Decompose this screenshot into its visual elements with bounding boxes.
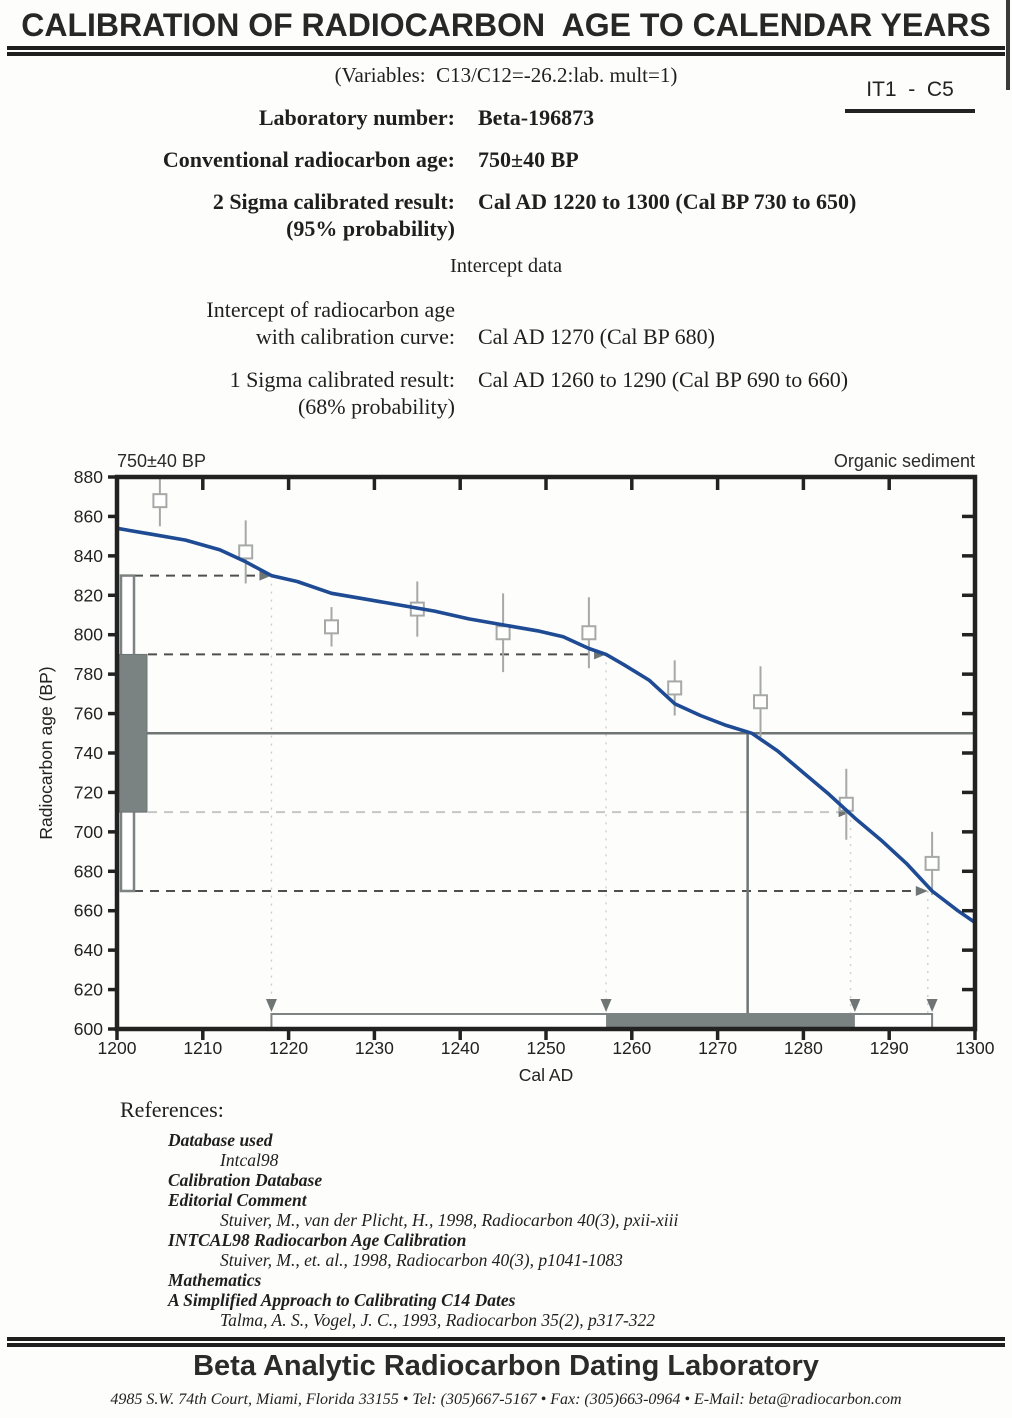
sample-code-label: IT1 - C5 — [845, 78, 975, 113]
footer-lab-name: Beta Analytic Radiocarbon Dating Laboratory — [193, 1350, 819, 1382]
down-arrow-marker — [601, 999, 612, 1012]
one-sigma-value: Cal AD 1260 to 1290 (Cal BP 690 to 660) — [478, 367, 849, 392]
conventional-age-value: 750±40 BP — [478, 147, 579, 172]
chart-sample-age-label: 750±40 BP — [117, 451, 206, 471]
lab-number-label: Laboratory number: — [258, 105, 455, 130]
x-tick-label: 1260 — [612, 1038, 652, 1058]
footer-divider-rule — [7, 1337, 1005, 1347]
reference-entry: Stuiver, M., et. al., 1998, Radiocarbon 40(3), p1041-1083 — [220, 1250, 623, 1270]
reference-category: Calibration Database — [168, 1170, 323, 1190]
down-arrow-marker — [927, 999, 938, 1012]
intercept-value: Cal AD 1270 (Cal BP 680) — [478, 324, 715, 349]
data-point-marker — [926, 857, 939, 870]
data-point-marker — [754, 695, 767, 708]
footer-address: 4985 S.W. 74th Court, Miami, Florida 33155 • Tel: (305)667-5167 • Fax: (305)663-0964 • E-Mail: beta@radiocarbon.com — [110, 1391, 902, 1408]
y-tick-label: 800 — [73, 624, 103, 645]
intercept-label-line2: with calibration curve: — [255, 324, 455, 349]
intercept-label-line1: Intercept of radiocarbon age — [206, 297, 455, 322]
lab-number-row — [0, 104, 1012, 131]
x-tick-label: 1300 — [955, 1038, 995, 1058]
conventional-age-row — [0, 146, 1012, 173]
y-tick-label: 760 — [73, 703, 103, 724]
data-point-marker — [582, 626, 595, 639]
x-tick-label: 1200 — [97, 1038, 137, 1058]
y-tick-label: 700 — [73, 821, 103, 842]
one-sigma-row — [0, 366, 1012, 420]
y-tick-label: 860 — [73, 506, 103, 527]
reference-category: Database used — [168, 1130, 273, 1150]
references-section — [120, 1097, 679, 1330]
data-point-marker — [153, 494, 166, 507]
y-tick-label: 640 — [73, 940, 103, 961]
reference-category: INTCAL98 Radiocarbon Age Calibration — [168, 1230, 467, 1250]
two-sigma-row — [0, 188, 1012, 242]
intercept-row — [0, 296, 1012, 350]
reference-entry: Intcal98 — [220, 1150, 279, 1170]
y-tick-label: 600 — [73, 1019, 103, 1039]
y-tick-label: 840 — [73, 545, 103, 566]
y-tick-label: 880 — [73, 467, 103, 487]
reference-category: Editorial Comment — [168, 1190, 307, 1210]
data-point-marker — [668, 681, 681, 694]
intercept-label — [0, 296, 455, 350]
chart-material-label: Organic sediment — [833, 451, 975, 471]
y-tick-label: 620 — [73, 979, 103, 1000]
right-arrow-marker — [916, 886, 928, 896]
references-heading: References: — [120, 1097, 224, 1122]
one-sigma-label-line: 1 Sigma calibrated result: — [229, 367, 455, 392]
y-tick-label: 680 — [73, 861, 103, 882]
reference-entry: Stuiver, M., van der Plicht, H., 1998, Radiocarbon 40(3), pxii-xiii — [220, 1210, 679, 1230]
x-tick-label: 1290 — [869, 1038, 909, 1058]
references-list — [120, 1130, 678, 1330]
y-tick-label: 820 — [73, 585, 103, 606]
x-tick-label: 1280 — [783, 1038, 823, 1058]
header-divider-rule — [7, 46, 1005, 56]
x-tick-label: 1270 — [698, 1038, 738, 1058]
two-sigma-label — [0, 188, 455, 242]
data-point-marker — [239, 545, 252, 558]
down-arrow-marker — [266, 999, 277, 1012]
y-tick-label: 660 — [73, 900, 103, 921]
two-sigma-value: Cal AD 1220 to 1300 (Cal BP 730 to 650) — [478, 189, 857, 214]
calibration-chart — [0, 440, 1012, 1100]
data-point-marker — [497, 626, 510, 639]
calibrated-1sigma-bar — [606, 1014, 855, 1028]
y-tick-label: 740 — [73, 743, 103, 763]
reference-category: A Simplified Approach to Calibrating C14 Dates — [168, 1290, 516, 1310]
y-tick-label: 720 — [73, 782, 103, 803]
lab-number-value: Beta-196873 — [478, 105, 595, 130]
x-tick-label: 1210 — [183, 1038, 223, 1058]
x-tick-label: 1250 — [526, 1038, 566, 1058]
conventional-age-label: Conventional radiocarbon age: — [162, 147, 455, 172]
y-tick-label: 780 — [73, 664, 103, 685]
x-tick-label: 1240 — [440, 1038, 480, 1058]
reference-entry: Talma, A. S., Vogel, J. C., 1993, Radiocarbon 35(2), p317-322 — [220, 1310, 656, 1330]
two-sigma-label-line: 2 Sigma calibrated result: — [212, 189, 455, 214]
variables-line: (Variables: C13/C12=-26.2:lab. mult=1) — [334, 63, 678, 87]
radiocarbon-1sigma-bar — [119, 654, 147, 812]
page-title: CALIBRATION OF RADIOCARBON AGE TO CALENDAR YEARS — [21, 7, 991, 43]
y-axis-title: Radiocarbon age (BP) — [36, 666, 56, 840]
calibration-curve — [117, 528, 975, 922]
two-sigma-probability-note: (95% probability) — [286, 216, 455, 241]
x-axis-title: Cal AD — [518, 1065, 574, 1085]
calibration-chart-svg — [0, 440, 1012, 1100]
reference-category: Mathematics — [168, 1270, 262, 1290]
x-tick-label: 1220 — [269, 1038, 309, 1058]
one-sigma-label — [0, 366, 455, 420]
x-tick-label: 1230 — [354, 1038, 394, 1058]
data-point-marker — [325, 620, 338, 633]
one-sigma-probability-note: (68% probability) — [297, 394, 455, 419]
intercept-data-heading: Intercept data — [449, 255, 563, 277]
